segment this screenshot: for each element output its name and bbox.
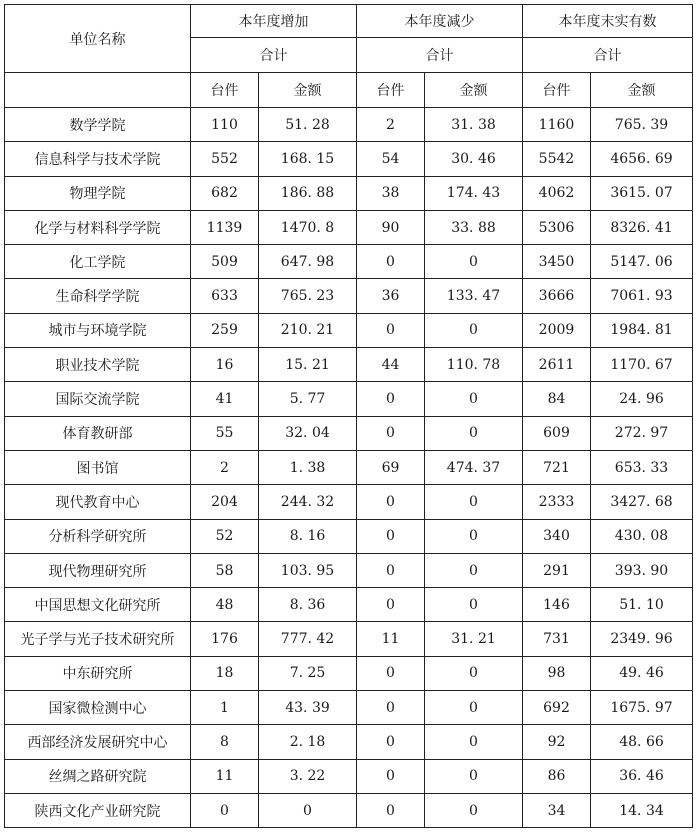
increase-amount-cell: 1470. 8 — [259, 210, 357, 244]
year-end-count-cell: 1160 — [523, 108, 591, 142]
table-row — [5, 656, 693, 690]
year-end-amount-cell: 393. 90 — [591, 553, 693, 587]
increase-amount-cell: 8. 36 — [259, 588, 357, 622]
year-end-amount-cell: 7061. 93 — [591, 279, 693, 313]
decrease-count-cell: 0 — [357, 485, 425, 519]
unit-name-cell: 数学学院 — [5, 108, 191, 142]
year-end-group-header: 本年度末实有数 — [523, 5, 693, 38]
year-end-count-cell: 84 — [523, 382, 591, 416]
year-end-subtotal-header: 合计 — [523, 38, 693, 73]
decrease-amount-cell: 31. 21 — [425, 622, 523, 656]
decrease-count-cell: 0 — [357, 656, 425, 690]
decrease-count-cell: 0 — [357, 793, 425, 827]
year-end-amount-cell: 1170. 67 — [591, 348, 693, 382]
table-row — [5, 108, 693, 142]
increase-amount-cell: 5. 77 — [259, 382, 357, 416]
unit-name-cell: 生命科学学院 — [5, 279, 191, 313]
decrease-amount-cell: 0 — [425, 759, 523, 793]
decrease-amount-cell: 0 — [425, 725, 523, 759]
unit-name-cell: 物理学院 — [5, 176, 191, 210]
increase-count-cell: 52 — [191, 519, 259, 553]
increase-amount-cell: 7. 25 — [259, 656, 357, 690]
increase-amount-cell: 2. 18 — [259, 725, 357, 759]
decrease-amount-cell: 174. 43 — [425, 176, 523, 210]
unit-name-cell: 现代教育中心 — [5, 485, 191, 519]
year-end-count-cell: 3666 — [523, 279, 591, 313]
unit-name-cell: 化学与材料科学学院 — [5, 210, 191, 244]
decrease-count-cell: 54 — [357, 142, 425, 176]
decrease-group-header: 本年度减少 — [357, 5, 523, 38]
increase-count-cell: 1139 — [191, 210, 259, 244]
decrease-amount-cell: 0 — [425, 656, 523, 690]
decrease-amount-header: 金额 — [425, 73, 523, 108]
year-end-amount-cell: 272. 97 — [591, 416, 693, 450]
increase-count-cell: 552 — [191, 142, 259, 176]
year-end-count-cell: 2009 — [523, 313, 591, 347]
year-end-count-cell: 2333 — [523, 485, 591, 519]
unit-name-cell: 国际交流学院 — [5, 382, 191, 416]
table-row — [5, 622, 693, 656]
increase-amount-cell: 0 — [259, 793, 357, 827]
year-end-count-cell: 92 — [523, 725, 591, 759]
year-end-amount-cell: 1984. 81 — [591, 313, 693, 347]
increase-amount-cell: 186. 88 — [259, 176, 357, 210]
increase-amount-cell: 1. 38 — [259, 450, 357, 484]
increase-count-cell: 48 — [191, 588, 259, 622]
increase-amount-cell: 647. 98 — [259, 245, 357, 279]
decrease-amount-cell: 0 — [425, 382, 523, 416]
decrease-count-cell: 38 — [357, 176, 425, 210]
decrease-amount-cell: 0 — [425, 245, 523, 279]
year-end-amount-cell: 49. 46 — [591, 656, 693, 690]
year-end-amount-cell: 51. 10 — [591, 588, 693, 622]
decrease-count-cell: 0 — [357, 553, 425, 587]
year-end-count-header: 台件 — [523, 73, 591, 108]
decrease-subtotal-header: 合计 — [357, 38, 523, 73]
unit-name-cell: 中国思想文化研究所 — [5, 588, 191, 622]
increase-count-cell: 8 — [191, 725, 259, 759]
table-row — [5, 588, 693, 622]
increase-amount-cell: 777. 42 — [259, 622, 357, 656]
increase-count-cell: 509 — [191, 245, 259, 279]
increase-count-cell: 633 — [191, 279, 259, 313]
increase-count-cell: 259 — [191, 313, 259, 347]
year-end-count-cell: 3450 — [523, 245, 591, 279]
increase-count-cell: 11 — [191, 759, 259, 793]
year-end-count-cell: 34 — [523, 793, 591, 827]
increase-count-cell: 1 — [191, 691, 259, 725]
unit-name-header: 单位名称 — [5, 5, 191, 73]
year-end-count-cell: 98 — [523, 656, 591, 690]
unit-name-cell: 光子学与光子技术研究所 — [5, 622, 191, 656]
decrease-amount-cell: 0 — [425, 553, 523, 587]
table-row — [5, 382, 693, 416]
table-header — [5, 5, 693, 108]
increase-amount-cell: 8. 16 — [259, 519, 357, 553]
increase-amount-cell: 103. 95 — [259, 553, 357, 587]
unit-name-cell: 分析科学研究所 — [5, 519, 191, 553]
decrease-count-cell: 0 — [357, 588, 425, 622]
table-row — [5, 279, 693, 313]
year-end-amount-cell: 2349. 96 — [591, 622, 693, 656]
decrease-count-cell: 0 — [357, 382, 425, 416]
unit-name-cell: 信息科学与技术学院 — [5, 142, 191, 176]
increase-amount-cell: 51. 28 — [259, 108, 357, 142]
year-end-count-cell: 5306 — [523, 210, 591, 244]
decrease-count-cell: 2 — [357, 108, 425, 142]
increase-amount-cell: 43. 39 — [259, 691, 357, 725]
decrease-amount-cell: 0 — [425, 588, 523, 622]
decrease-amount-cell: 0 — [425, 416, 523, 450]
increase-count-cell: 682 — [191, 176, 259, 210]
table-row — [5, 450, 693, 484]
year-end-count-cell: 731 — [523, 622, 591, 656]
year-end-amount-cell: 8326. 41 — [591, 210, 693, 244]
decrease-amount-cell: 0 — [425, 313, 523, 347]
asset-statistics-table — [4, 4, 693, 828]
year-end-count-cell: 721 — [523, 450, 591, 484]
table-row — [5, 348, 693, 382]
year-end-count-cell: 291 — [523, 553, 591, 587]
unit-name-cell: 丝绸之路研究院 — [5, 759, 191, 793]
decrease-count-cell: 36 — [357, 279, 425, 313]
increase-count-cell: 18 — [191, 656, 259, 690]
decrease-amount-cell: 33. 88 — [425, 210, 523, 244]
increase-subtotal-header: 合计 — [191, 38, 357, 73]
unit-name-header-blank — [5, 73, 191, 108]
unit-name-cell: 现代物理研究所 — [5, 553, 191, 587]
table-row — [5, 313, 693, 347]
increase-amount-cell: 210. 21 — [259, 313, 357, 347]
year-end-count-cell: 340 — [523, 519, 591, 553]
table-row — [5, 416, 693, 450]
increase-count-cell: 58 — [191, 553, 259, 587]
year-end-amount-cell: 4656. 69 — [591, 142, 693, 176]
unit-name-cell: 中东研究所 — [5, 656, 191, 690]
year-end-count-cell: 146 — [523, 588, 591, 622]
decrease-count-cell: 0 — [357, 759, 425, 793]
year-end-amount-cell: 14. 34 — [591, 793, 693, 827]
decrease-amount-cell: 30. 46 — [425, 142, 523, 176]
increase-amount-cell: 15. 21 — [259, 348, 357, 382]
decrease-count-cell: 0 — [357, 313, 425, 347]
year-end-amount-cell: 653. 33 — [591, 450, 693, 484]
increase-group-header: 本年度增加 — [191, 5, 357, 38]
decrease-count-cell: 0 — [357, 245, 425, 279]
decrease-amount-cell: 0 — [425, 793, 523, 827]
increase-amount-cell: 168. 15 — [259, 142, 357, 176]
unit-name-cell: 陕西文化产业研究院 — [5, 793, 191, 827]
year-end-count-cell: 4062 — [523, 176, 591, 210]
year-end-amount-cell: 1675. 97 — [591, 691, 693, 725]
year-end-count-cell: 609 — [523, 416, 591, 450]
increase-count-header: 台件 — [191, 73, 259, 108]
year-end-amount-cell: 3615. 07 — [591, 176, 693, 210]
table-row — [5, 245, 693, 279]
unit-name-cell: 职业技术学院 — [5, 348, 191, 382]
increase-count-cell: 41 — [191, 382, 259, 416]
year-end-count-cell: 5542 — [523, 142, 591, 176]
year-end-amount-cell: 48. 66 — [591, 725, 693, 759]
increase-count-cell: 55 — [191, 416, 259, 450]
year-end-count-cell: 86 — [523, 759, 591, 793]
decrease-count-header: 台件 — [357, 73, 425, 108]
table-row — [5, 142, 693, 176]
unit-name-cell: 化工学院 — [5, 245, 191, 279]
increase-count-cell: 2 — [191, 450, 259, 484]
decrease-count-cell: 0 — [357, 725, 425, 759]
decrease-amount-cell: 0 — [425, 691, 523, 725]
decrease-count-cell: 69 — [357, 450, 425, 484]
increase-count-cell: 0 — [191, 793, 259, 827]
table-row — [5, 176, 693, 210]
increase-count-cell: 16 — [191, 348, 259, 382]
decrease-count-cell: 0 — [357, 519, 425, 553]
year-end-amount-cell: 765. 39 — [591, 108, 693, 142]
table-row — [5, 485, 693, 519]
table-row — [5, 793, 693, 827]
table-body — [5, 108, 693, 828]
year-end-count-cell: 2611 — [523, 348, 591, 382]
unit-name-cell: 国家微检测中心 — [5, 691, 191, 725]
increase-amount-cell: 32. 04 — [259, 416, 357, 450]
decrease-amount-cell: 110. 78 — [425, 348, 523, 382]
decrease-amount-cell: 31. 38 — [425, 108, 523, 142]
year-end-amount-cell: 24. 96 — [591, 382, 693, 416]
unit-name-cell: 图书馆 — [5, 450, 191, 484]
decrease-count-cell: 44 — [357, 348, 425, 382]
increase-amount-cell: 3. 22 — [259, 759, 357, 793]
unit-name-cell: 体育教研部 — [5, 416, 191, 450]
table-row — [5, 519, 693, 553]
unit-name-cell: 城市与环境学院 — [5, 313, 191, 347]
year-end-count-cell: 692 — [523, 691, 591, 725]
decrease-count-cell: 0 — [357, 691, 425, 725]
increase-count-cell: 204 — [191, 485, 259, 519]
table-row — [5, 553, 693, 587]
year-end-amount-cell: 36. 46 — [591, 759, 693, 793]
decrease-amount-cell: 133. 47 — [425, 279, 523, 313]
increase-count-cell: 110 — [191, 108, 259, 142]
decrease-count-cell: 90 — [357, 210, 425, 244]
year-end-amount-cell: 5147. 06 — [591, 245, 693, 279]
decrease-count-cell: 0 — [357, 416, 425, 450]
decrease-amount-cell: 0 — [425, 519, 523, 553]
year-end-amount-cell: 3427. 68 — [591, 485, 693, 519]
unit-name-cell: 西部经济发展研究中心 — [5, 725, 191, 759]
increase-amount-cell: 765. 23 — [259, 279, 357, 313]
increase-amount-cell: 244. 32 — [259, 485, 357, 519]
table-row — [5, 759, 693, 793]
increase-amount-header: 金额 — [259, 73, 357, 108]
decrease-count-cell: 11 — [357, 622, 425, 656]
decrease-amount-cell: 474. 37 — [425, 450, 523, 484]
increase-count-cell: 176 — [191, 622, 259, 656]
table-row — [5, 691, 693, 725]
table-row — [5, 210, 693, 244]
year-end-amount-cell: 430. 08 — [591, 519, 693, 553]
table-row — [5, 725, 693, 759]
year-end-amount-header: 金额 — [591, 73, 693, 108]
decrease-amount-cell: 0 — [425, 485, 523, 519]
